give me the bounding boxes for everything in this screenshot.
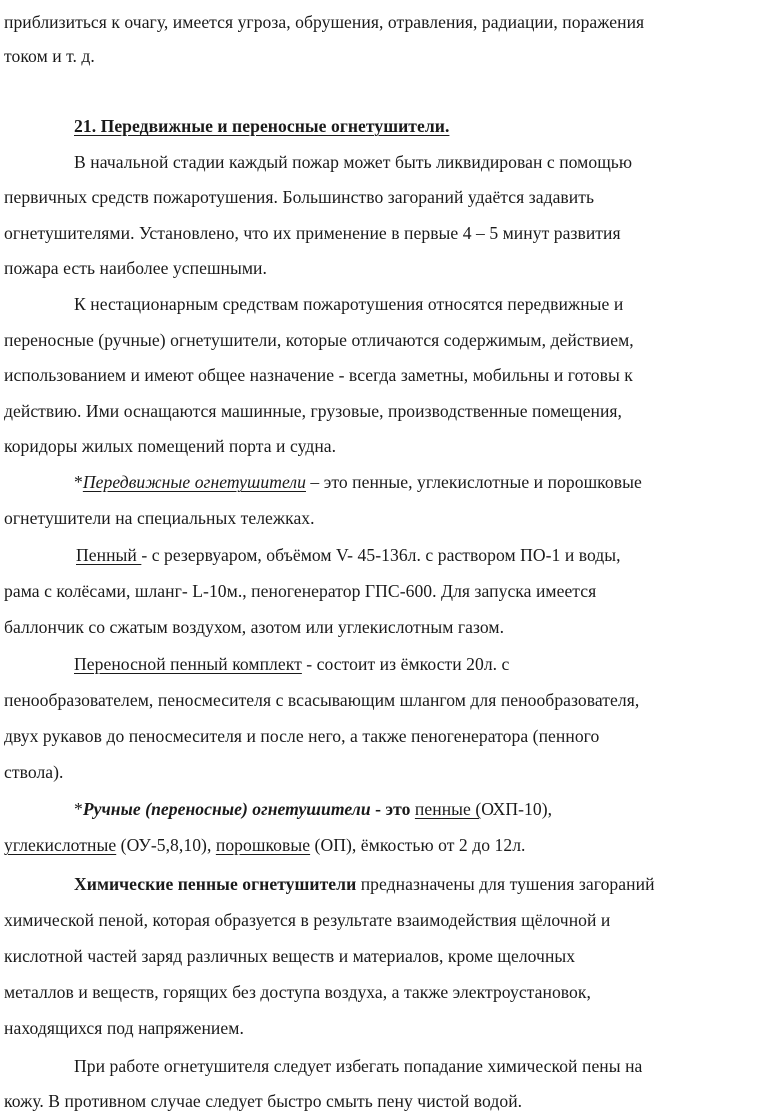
paragraph-4-line-1 (76, 543, 621, 567)
paragraph-7-rest: предназначены для тушения загораний (356, 874, 655, 894)
asterisk: * (74, 472, 83, 492)
paragraph-5-line-1 (74, 652, 509, 676)
paragraph-8-line-1: При работе огнетушителя следует избегать попадание химической пены на (74, 1056, 643, 1076)
paragraph-5-line-4: ствола). (4, 762, 64, 782)
paragraph-4-rest: - с резервуаром, объёмом V- 45-136л. с раствором ПО-1 и воды, (141, 545, 621, 565)
paragraph-2-line-2: переносные (ручные) огнетушители, которые отличаются содержимым, действием, (4, 330, 634, 350)
paragraph-7-line-2: химической пеной, которая образуется в результате взаимодействия щёлочной и (4, 910, 611, 930)
intro-line-2: током и т. д. (4, 46, 95, 66)
intro-line-1: приблизиться к очагу, имеется угроза, обрушения, отравления, радиации, поражения (4, 12, 645, 32)
paragraph-1-line-3: огнетушителями. Установлено, что их применение в первые 4 – 5 минут развития (4, 223, 621, 243)
paragraph-7-line-5: находящихся под напряжением. (4, 1018, 244, 1038)
paragraph-1-line-4: пожара есть наиболее успешными. (4, 258, 267, 278)
asterisk: * (74, 799, 83, 819)
paragraph-6-line-2 (4, 833, 526, 857)
paragraph-5-line-2: пенообразователем, пеносмесителя с всасывающим шлангом для пенообразователя, (4, 690, 640, 710)
section-heading: 21. Передвижные и переносные огнетушители. (74, 116, 450, 136)
term-powder-type: порошковые (215, 835, 311, 855)
term-co2-type: углекислотные (4, 835, 117, 855)
paragraph-5-line-3: двух рукавов до пеносмесителя и после него, а также пеногенератора (пенного (4, 726, 600, 746)
paragraph-6-line-1 (74, 797, 552, 821)
paragraph-7-line-4: металлов и веществ, горящих без доступа воздуха, а также электроустановок, (4, 982, 591, 1002)
paragraph-3-rest: – это пенные, углекислотные и порошковые (305, 472, 642, 492)
paragraph-7-line-1 (74, 872, 655, 896)
paragraph-4-line-3: баллончик со сжатым воздухом, азотом или углекислотным газом. (4, 617, 505, 637)
paragraph-8-line-2: кожу. В противном случае следует быстро смыть пену чистой водой. (4, 1091, 523, 1111)
powder-code: (ОП), ёмкостью от 2 до 12л. (310, 835, 526, 855)
paragraph-1-line-1: В начальной стадии каждый пожар может быть ликвидирован с помощью (74, 152, 633, 172)
paragraph-2-line-5: коридоры жилых помещений порта и судна. (4, 436, 337, 456)
term-chemical-foam: Химические пенные огнетушители (74, 874, 357, 894)
paragraph-7-line-3: кислотной частей заряд различных веществ и материалов, кроме щелочных (4, 946, 576, 966)
paragraph-3-line-2: огнетушители на специальных тележках. (4, 508, 315, 528)
foam-code: ОХП-10), (481, 799, 553, 819)
paragraph-4-line-2: рама с колёсами, шланг- L-10м., пеногенератор ГПС-600. Для запуска имеется (4, 581, 597, 601)
paragraph-2-line-3: использованием и имеют общее назначение - всегда заметны, мобильны и готовы к (4, 365, 633, 385)
paragraph-3-line-1 (74, 470, 642, 494)
paragraph-5-rest: - состоит из ёмкости 20л. с (301, 654, 510, 674)
co2-code: (ОУ-5,8,10), (116, 835, 216, 855)
term-hand-extinguishers: Ручные (переносные) огнетушители (82, 799, 371, 819)
paragraph-2-line-4: действию. Ими оснащаются машинные, грузовые, производственные помещения, (4, 401, 622, 421)
paragraph-2-line-1: К нестационарным средствам пожаротушения относятся передвижные и (74, 294, 624, 314)
term-foam-type: пенные ( (414, 799, 482, 819)
term-portable-foam-kit: Переносной пенный комплект (74, 654, 302, 674)
term-mobile-extinguishers: Передвижные огнетушители (82, 472, 306, 492)
paragraph-6-dash: - это (370, 799, 415, 819)
term-foam: Пенный (76, 545, 142, 565)
paragraph-1-line-2: первичных средств пожаротушения. Большинство загораний удаётся задавить (4, 187, 595, 207)
